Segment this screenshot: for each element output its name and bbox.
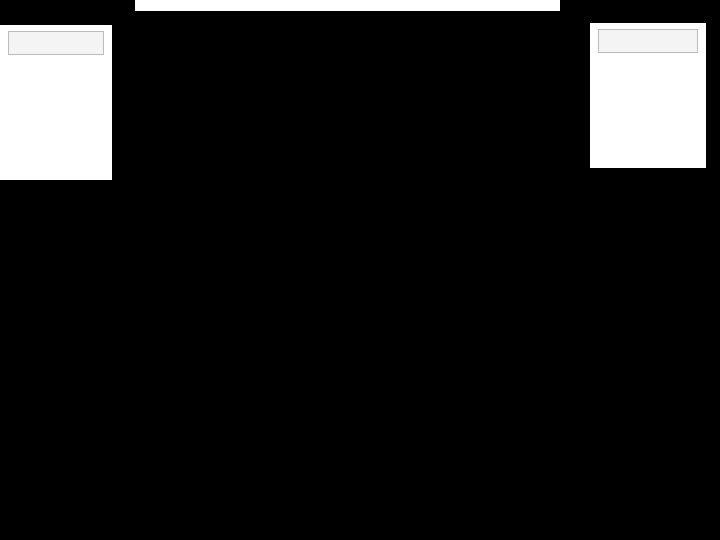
left-panel-title <box>8 31 104 55</box>
header-birth <box>275 0 415 11</box>
right-summary-panel <box>590 23 706 168</box>
header-residence <box>415 0 560 11</box>
table-header <box>135 0 560 11</box>
left-summary-panel <box>0 25 112 180</box>
header-artist <box>170 0 275 11</box>
right-panel-title <box>598 29 698 53</box>
artist-table <box>135 0 560 540</box>
header-present <box>135 0 170 11</box>
